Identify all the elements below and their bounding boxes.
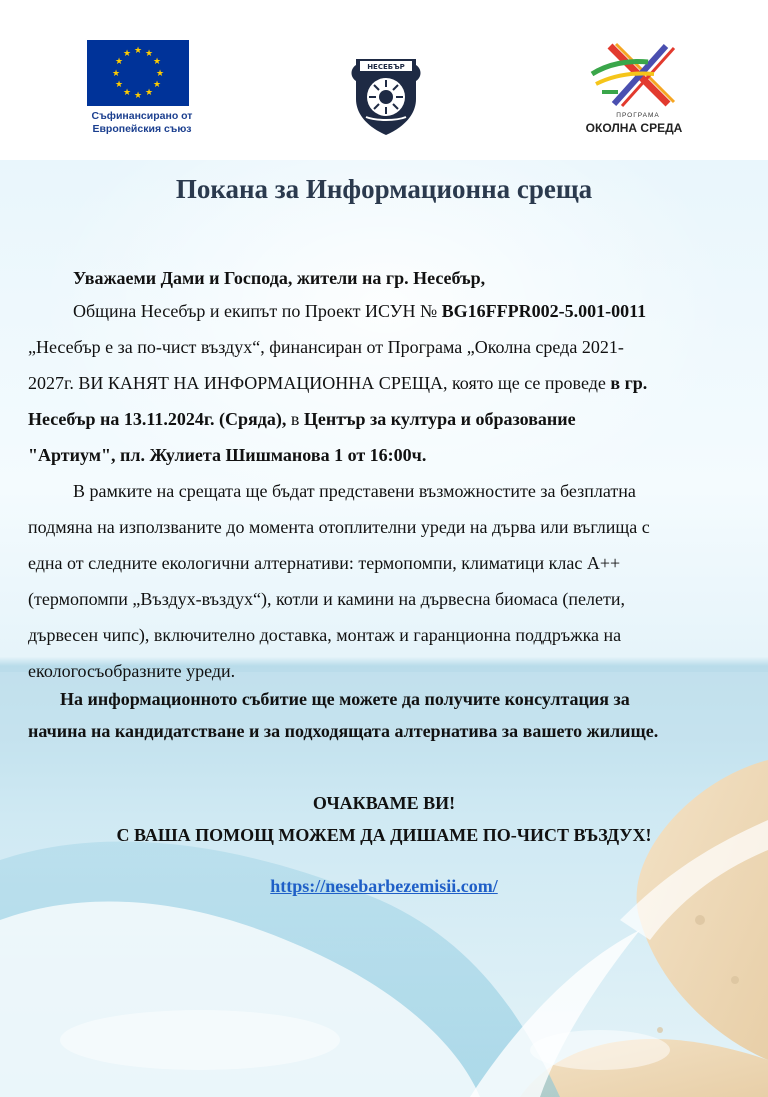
greeting: Уважаеми Дами и Господа, жители на гр. Несебър,: [73, 268, 486, 288]
para3-line2: начина на кандидатстване и за подходящата алтернатива за вашето жилище.: [28, 721, 659, 741]
svg-text:★: ★: [133, 46, 143, 56]
svg-text:★: ★: [133, 91, 143, 101]
para1-line3: 2027г. ВИ КАНЯТ НА ИНФОРМАЦИОННА СРЕЩА, която ще се проведе в гр.: [28, 373, 648, 393]
closing-line2: С ВАША ПОМОЩ МОЖЕМ ДА ДИШАМЕ ПО-ЧИСТ ВЪЗДУХ!: [116, 825, 652, 845]
svg-text:★: ★: [114, 57, 124, 67]
para1-line1: Община Несебър и екипът по Проект ИСУН № BG16FFPR002-5.001-0011: [73, 301, 647, 321]
eu-caption-line1: Съфинансирано от: [91, 110, 193, 122]
svg-text:★: ★: [152, 80, 162, 90]
eu-flag-logo: [87, 40, 189, 106]
nesebar-crest-logo: [346, 47, 426, 137]
website-link[interactable]: https://nesebarbezemisii.com/: [270, 876, 498, 896]
page-title: Покана за Информационна среща: [175, 174, 593, 204]
svg-text:★: ★: [155, 69, 165, 79]
eu-caption: [82, 110, 202, 136]
closing-line1: ОЧАКВАМЕ ВИ!: [312, 793, 456, 813]
svg-text:★: ★: [114, 80, 124, 90]
para3-line1: На информационното събитие ще можете да получите консултация за: [60, 689, 630, 709]
para1-line5: "Артиум", пл. Жулиета Шишманова 1 от 16:00ч.: [28, 445, 427, 465]
svg-text:★: ★: [144, 49, 154, 59]
para2-line1: В рамките на срещата ще бъдат представени възможностите за безплатна: [73, 481, 636, 501]
para2-line5: дървесен чипс), включително доставка, монтаж и гаранционна поддръжка на: [28, 625, 622, 645]
svg-text:★: ★: [152, 57, 162, 67]
eu-caption-line2: Европейския съюз: [92, 123, 192, 135]
para1-line4: Несебър на 13.11.2024г. (Сряда), в Център за култура и образование: [28, 409, 576, 429]
para2-line4: (термопомпи „Въздух-въздух“), котли и камини на дървесна биомаса (пелети,: [28, 589, 625, 609]
svg-text:★: ★: [122, 88, 132, 98]
para2-line2: подмяна на използваните до момента отоплителни уреди на дърва или въглища с: [28, 517, 650, 537]
okolna-sreda-logo: [588, 40, 684, 112]
program-name: ОКОЛНА СРЕДА: [585, 121, 683, 135]
program-label: ПРОГРАМА: [616, 112, 660, 119]
svg-text:★: ★: [122, 49, 132, 59]
svg-text:★: ★: [111, 69, 121, 79]
svg-text:★: ★: [144, 88, 154, 98]
crest-text: НЕСЕБЪР: [367, 63, 405, 71]
para2-line6: екологосъобразните уреди.: [28, 661, 236, 681]
para1-line2: „Несебър е за по-чист въздух“, финансиран от Програма „Околна среда 2021-: [28, 337, 624, 357]
para2-line3: една от следните екологични алтернативи: термопомпи, климатици клас А++: [28, 553, 621, 573]
